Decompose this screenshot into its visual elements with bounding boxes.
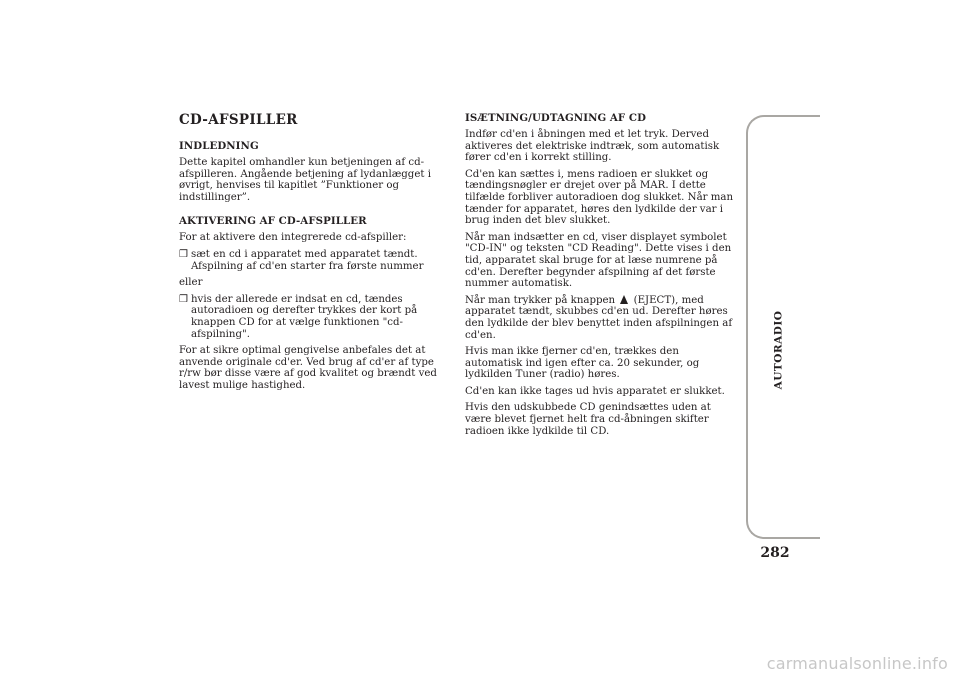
section-title: CD-AFSPILLER <box>179 112 298 128</box>
eject-icon <box>620 295 628 304</box>
paragraph: Indfør cd'en i åbningen med et let tryk. Derved aktiveres det elektriske indtræk, som automatisk fører cd'en i korrekt stilling. <box>465 129 720 164</box>
eject-text-after: (EJECT), med apparatet tændt, skubbes cd'en ud. Derefter høres den lydkilde der blev benyttet inden afspilningen af cd'en. <box>465 294 733 341</box>
chapter-label <box>771 300 785 400</box>
paragraph: Når man indsætter en cd, viser displayet symbolet "CD-IN" og teksten "CD Reading". Dette vises i den tid, apparatet skal bruge for at læse numrene på cd'en. Derefter begynder afspilning af det første nummer automatisk. <box>465 231 732 290</box>
intro-text: Dette kapitel omhandler kun betjeningen af cd-afspilleren. Angående betjening af lydanlægget i øvrigt, henvises til kapitlet ”Funktioner og indstillinger”. <box>179 157 431 203</box>
checkbox-bullet-icon: ❒ <box>179 248 188 260</box>
paragraph: Cd'en kan ikke tages ud hvis apparatet er slukket. <box>465 385 725 397</box>
optimal-text: For at sikre optimal gengivelse anbefales det at anvende originale cd'er. Ved brug af cd'er af type r/rw bør disse være af god kvalitet og brændt ved lavest mulige hastighed. <box>179 345 437 391</box>
left-column <box>179 112 447 397</box>
paragraph: Cd'en kan sættes i, mens radioen er slukket og tændingsnøgler er drejet over på MAR. I dette tilfælde forbliver autoradioen dog slukket. Når man tænder for apparatet, høres den lydkilde der var i brug inden det blev slukket. <box>465 168 734 227</box>
bullet-text: sæt en cd i apparatet med apparatet tændt. Afspilning af cd'en starter fra første nummer <box>191 248 424 272</box>
checkbox-bullet-icon: ❒ <box>179 293 188 305</box>
activation-intro: For at aktivere den integrerede cd-afspiller: <box>179 232 407 244</box>
intro-heading: INDLEDNING <box>179 140 259 152</box>
insert-eject-heading: ISÆTNING/UDTAGNING AF CD <box>465 112 647 124</box>
eject-text-before: Når man trykker på knappen <box>465 294 616 306</box>
or-text: eller <box>179 277 203 289</box>
watermark: carmanualsonline.info <box>766 654 948 673</box>
paragraph: Hvis den udskubbede CD genindsættes uden at være blevet fjernet helt fra cd-åbningen skifter radioen ikke lydkilde til CD. <box>465 402 711 437</box>
bullet-text: hvis der allerede er indsat en cd, tændes autoradioen og derefter trykkes der kort på knappen CD for at vælge funktionen "cd-afspilning". <box>191 293 418 340</box>
activation-heading: AKTIVERING AF CD-AFSPILLER <box>179 215 367 228</box>
right-column <box>465 112 737 442</box>
page-number: 282 <box>760 545 790 561</box>
paragraph-eject <box>465 295 737 341</box>
paragraph: Hvis man ikke fjerner cd'en, trækkes den automatisk ind igen efter ca. 20 sekunder, og lydkilden Tuner (radio) høres. <box>465 346 700 381</box>
list-item <box>179 249 447 272</box>
list-item <box>179 294 447 340</box>
chapter-label-text: AUTORADIO <box>772 310 784 390</box>
